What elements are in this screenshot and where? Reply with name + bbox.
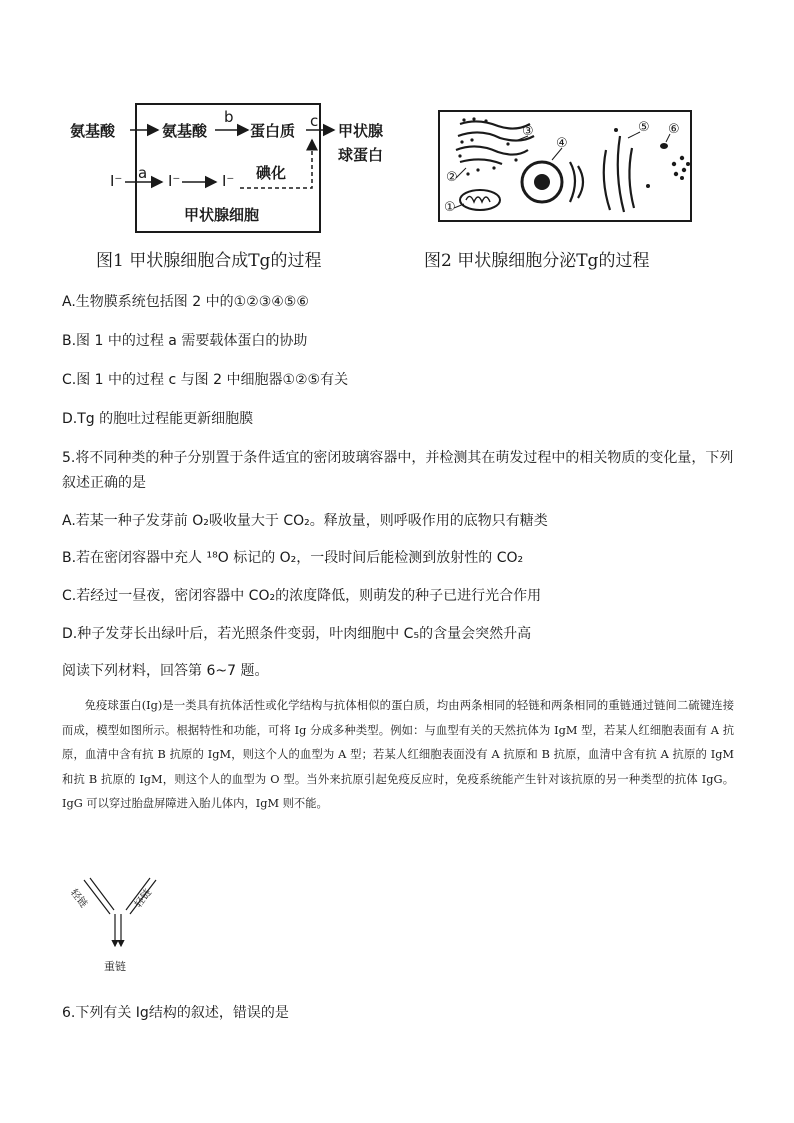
figure-2: [438, 110, 694, 224]
marker-3: ③: [522, 124, 534, 139]
marker-1: ①: [444, 200, 456, 215]
figure-2-diagram: [438, 110, 694, 224]
mitochondrion: [460, 190, 500, 210]
figure-1: [70, 100, 400, 240]
figure-2-caption: 图2 甲状腺细胞分泌Tg的过程: [424, 251, 650, 271]
q6-stem: 6.下列有关 Ig结构的叙述，错误的是: [62, 1005, 289, 1021]
marker-2: ②: [446, 170, 458, 185]
label-heavy-chain: 重链: [104, 960, 126, 973]
figure-1-caption: 图1 甲状腺细胞合成Tg的过程: [96, 251, 322, 271]
reading-passage: 免疫球蛋白(Ig)是一类具有抗体活性或化学结构与抗体相似的蛋白质，均由两条相同的轻链和两条相同的重链通过链间二硫键连接而成，模型如图所示。根据特性和功能，可将 Ig 分成多种类型。例如：与血型有关的天然抗体为 IgM 型，若某人红细胞表面有 A 抗原，血清中含有抗 B 抗原的 IgM，则这个人的血型为 A 型；若某人红细胞表面没有 A 抗原和 B 抗原，血清中含有抗 A 抗原的 IgM 和抗 B 抗原的 IgM，则这个人的血型为 O 型。当外来抗原引起免疫反应时，免疫系统能产生针对该抗原的另一种类型的抗体 IgG。IgG 可以穿过胎盘屏障进入胎儿体内，IgM 则不能。: [62, 699, 734, 810]
q4-option-d: D.Tg 的胞吐过程能更新细胞膜: [62, 411, 254, 427]
secretory-path: [604, 136, 634, 212]
label-iodide-inner: I⁻: [222, 172, 235, 190]
label-a: a: [138, 164, 148, 182]
secreted-granules: [660, 143, 690, 180]
label-b: b: [224, 108, 234, 126]
nucleus: [522, 162, 562, 202]
q4-option-b: B.图 1 中的过程 a 需要载体蛋白的协助: [62, 333, 308, 349]
label-light-chain-left: 轻链: [67, 887, 89, 910]
label-outer-amino: 氨基酸: [70, 122, 116, 140]
q5-stem-line1: 5.将不同种类的种子分别置于条件适宜的密闭玻璃容器中，并检测其在萌发过程中的相关物质的变化量，下列: [62, 450, 734, 466]
label-iodide-mid: I⁻: [168, 172, 181, 190]
q5-option-d: D.种子发芽长出绿叶后，若光照条件变弱，叶肉细胞中 C₅的含量会突然升高: [62, 626, 532, 642]
q5-stem-line2: 叙述正确的是: [62, 475, 146, 491]
label-light-chain-right: 轻链: [133, 887, 155, 910]
label-protein: 蛋白质: [250, 122, 296, 140]
golgi-apparatus: [570, 162, 583, 202]
q5-option-b: B.若在密闭容器中充人 ¹⁸O 标记的 O₂，一段时间后能检测到放射性的 CO₂: [62, 550, 524, 566]
label-product-line1: 甲状腺: [338, 122, 384, 140]
label-c: c: [310, 112, 319, 130]
label-product-line2: 球蛋白: [338, 146, 384, 164]
marker-5: ⑤: [638, 120, 650, 135]
q5-option-c: C.若经过一昼夜，密闭容器中 CO₂的浓度降低，则萌发的种子已进行光合作用: [62, 588, 542, 604]
antibody-diagram: [67, 876, 170, 976]
label-inner-amino: 氨基酸: [162, 122, 208, 140]
reading-prompt: 阅读下列材料，回答第 6~7 题。: [62, 663, 269, 679]
q4-option-c: C.图 1 中的过程 c 与图 2 中细胞器①②⑤有关: [62, 372, 349, 388]
cell-membrane: [439, 111, 691, 221]
label-iodination: 碘化: [256, 164, 287, 182]
q4-option-a: A.生物膜系统包括图 2 中的①②③④⑤⑥: [62, 294, 309, 310]
marker-6: ⑥: [668, 122, 680, 137]
label-cell: 甲状腺细胞: [184, 206, 260, 224]
q5-option-a: A.若某一种子发芽前 O₂吸收量大于 CO₂。释放量，则呼吸作用的底物只有糖类: [62, 513, 548, 529]
label-iodide-outer: I⁻: [110, 172, 123, 190]
marker-4: ④: [556, 136, 568, 151]
